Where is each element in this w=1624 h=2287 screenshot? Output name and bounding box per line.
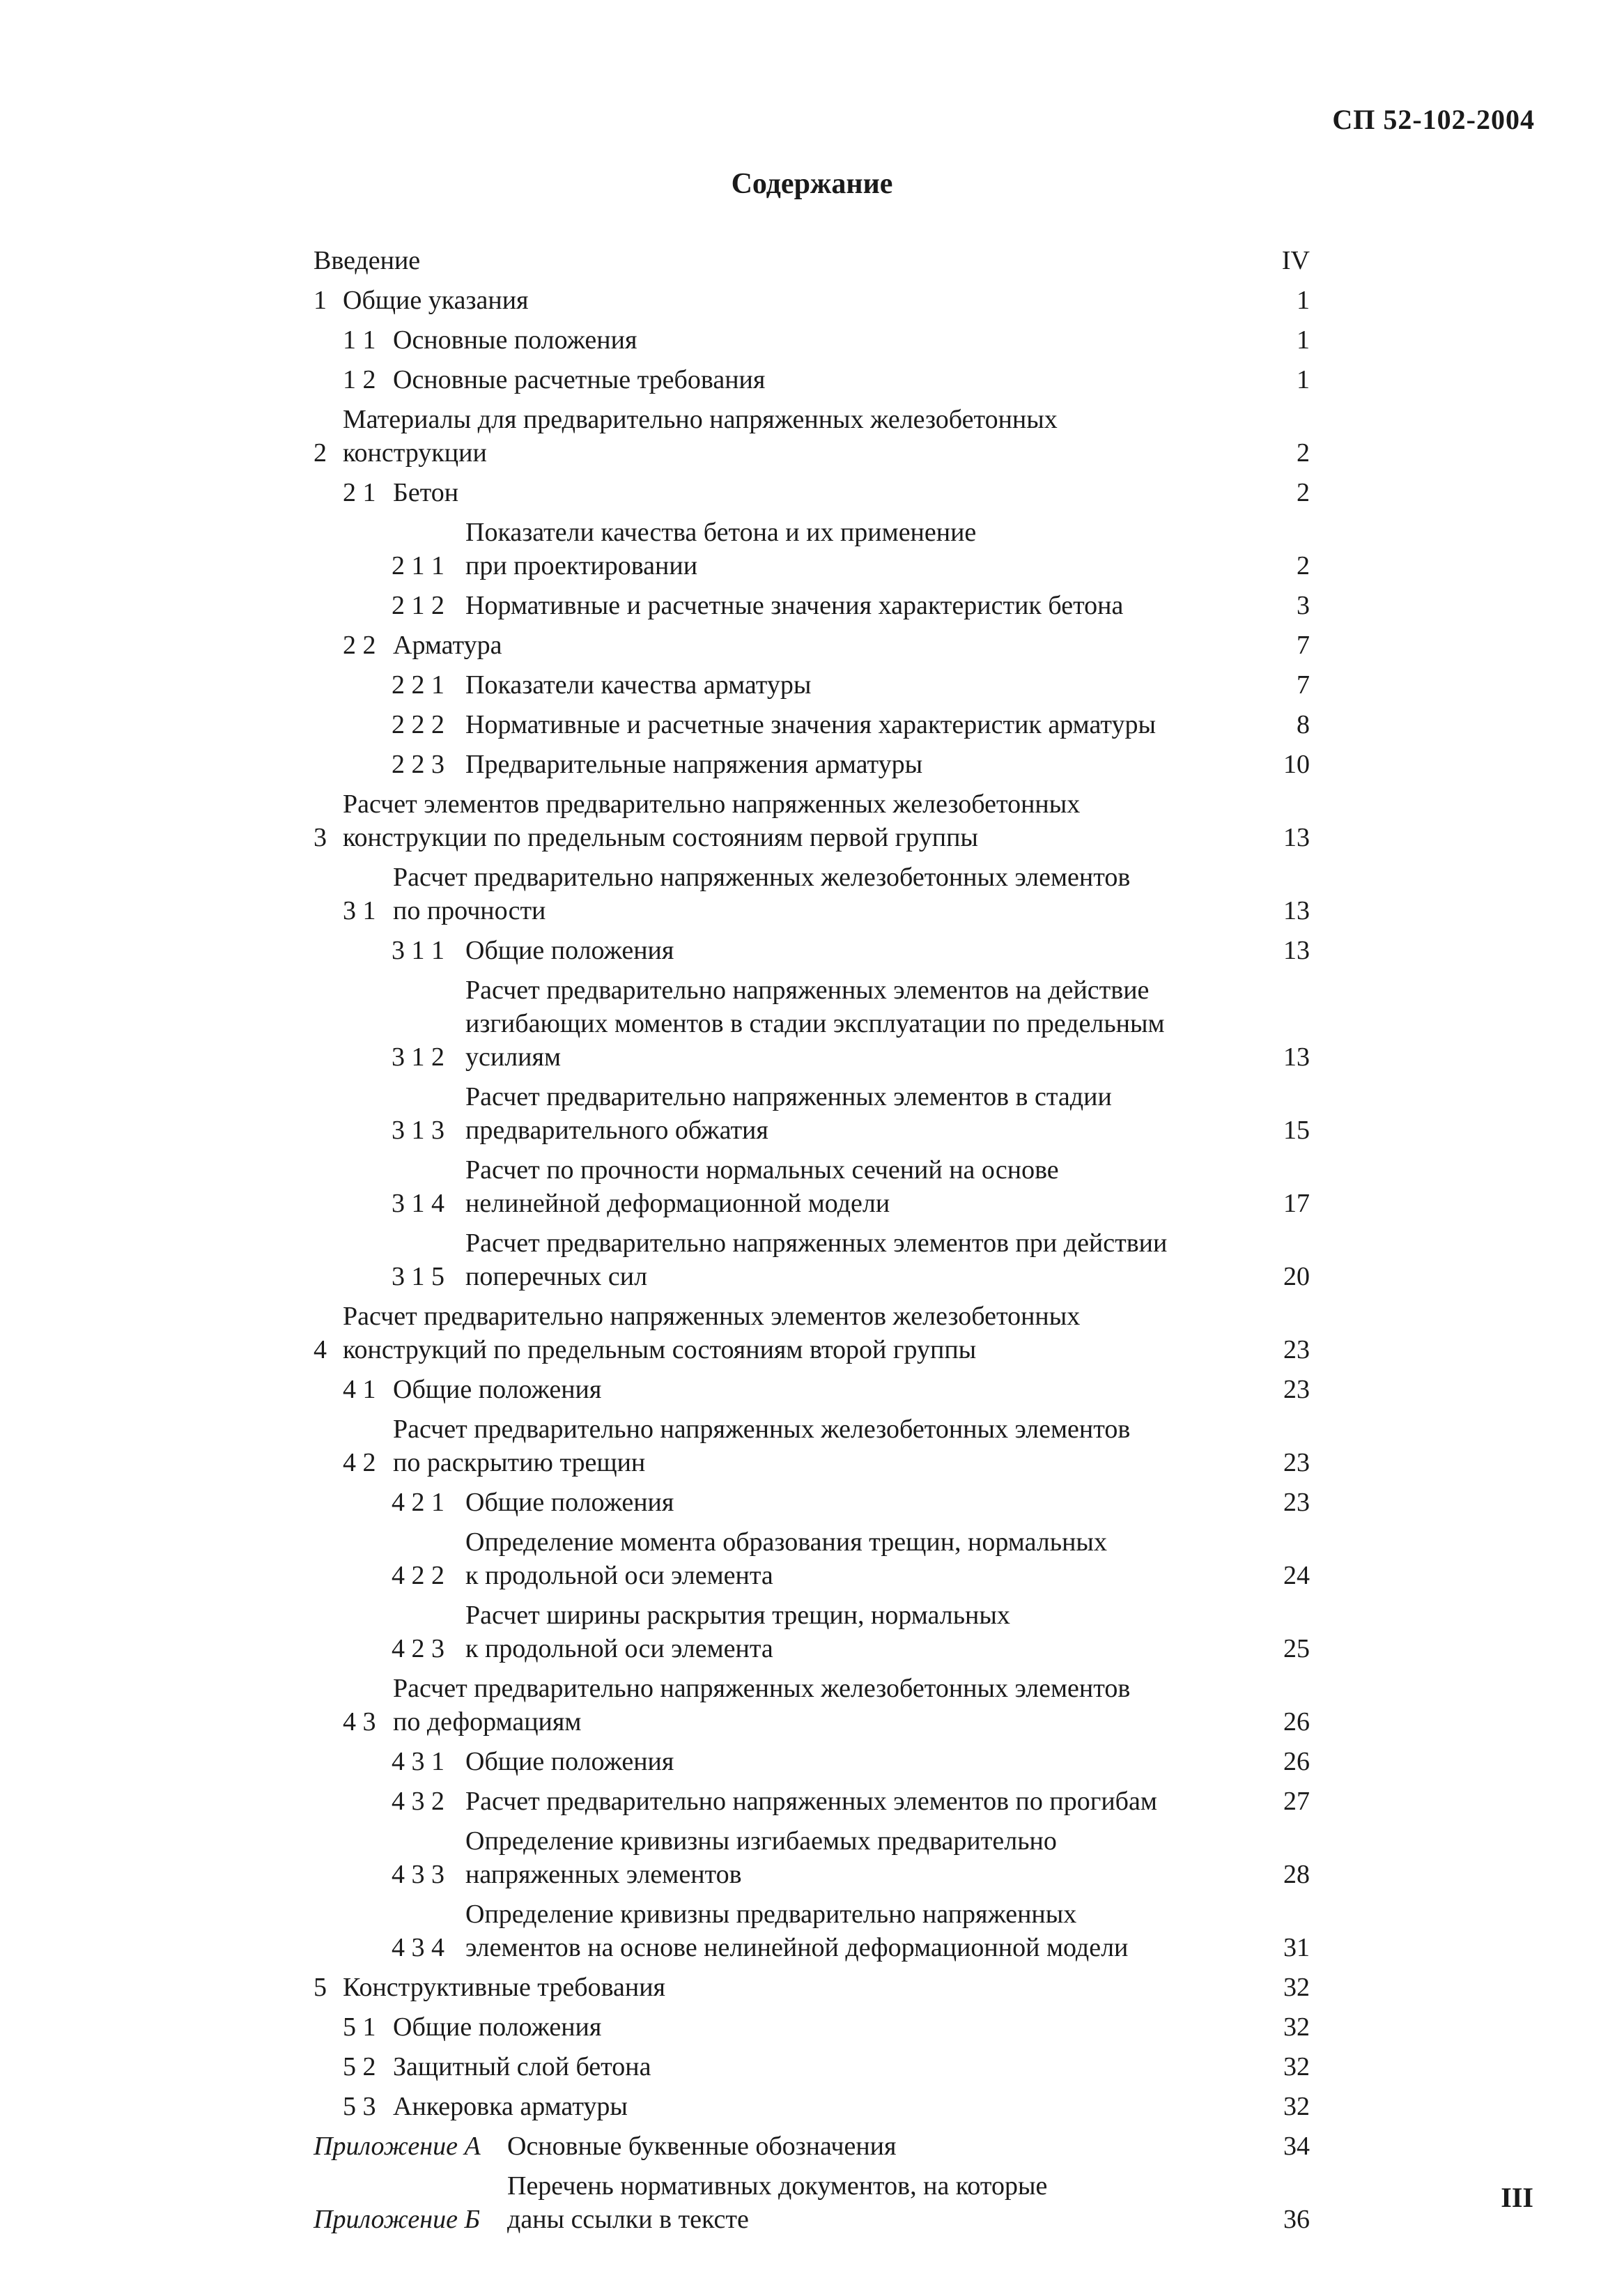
page-number: III — [1501, 2182, 1533, 2213]
toc-entry-page: 2 — [1297, 551, 1310, 580]
toc-entry-number: 1 1 — [343, 325, 376, 355]
toc-entry-number: 4 3 4 — [392, 1933, 444, 1962]
toc-entry-title-line: при проектировании — [465, 551, 698, 580]
toc-entry-number: 4 3 3 — [392, 1860, 444, 1889]
toc-entry — [314, 708, 1310, 741]
toc-entry-number: 2 — [314, 438, 327, 468]
toc-entry — [314, 1824, 1310, 1891]
toc-entry-title-line: Основные положения — [393, 325, 637, 355]
toc-entry — [314, 1486, 1310, 1519]
toc-entry-title-line: к продольной оси элемента — [465, 1634, 773, 1663]
toc-entry-page: 34 — [1283, 2132, 1310, 2161]
toc-entry-title-line: предварительного обжатия — [465, 1116, 768, 1145]
toc-entry-title — [314, 244, 1233, 277]
toc-entry-title — [465, 1153, 1233, 1220]
toc-entry-title-line: Определение кривизны изгибаемых предварительно — [465, 1826, 1057, 1856]
toc-entry — [314, 1672, 1310, 1739]
toc-entry-title-line: Общие положения — [465, 1488, 674, 1517]
toc-entry-title-line: Расчет ширины раскрытия трещин, нормальных — [465, 1601, 1010, 1630]
toc-entry-number: 5 — [314, 1973, 327, 2002]
toc-entry-page: 7 — [1297, 631, 1310, 660]
toc-entry — [314, 1373, 1310, 1406]
toc-entry-number: 4 3 — [343, 1707, 376, 1737]
toc-entry-page: 27 — [1283, 1787, 1310, 1816]
toc-entry-title — [465, 1080, 1233, 1147]
toc-entry — [314, 2050, 1310, 2084]
toc-entry-title-line: Общие положения — [465, 936, 674, 965]
toc-entry-title — [465, 516, 1233, 583]
toc-entry — [314, 1525, 1310, 1592]
toc-entry-title-line: Введение — [314, 246, 421, 275]
toc-entry-title-line: поперечных сил — [465, 1262, 648, 1291]
toc-entry-number: 4 2 2 — [392, 1561, 444, 1590]
toc-entry-title-line: Нормативные и расчетные значения характеристик бетона — [465, 591, 1124, 620]
toc-entry-page: 23 — [1283, 1448, 1310, 1477]
toc-entry-title-line: Материалы для предварительно напряженных железобетонных — [343, 405, 1058, 434]
toc-entry-title-line: по прочности — [393, 896, 546, 925]
toc-entry-number: 3 1 1 — [392, 936, 444, 965]
toc-entry — [314, 934, 1310, 967]
toc-entry-title — [507, 2130, 1233, 2163]
toc-entry-number: 1 2 — [343, 365, 376, 394]
toc-entry — [314, 244, 1310, 277]
toc-entry-title — [393, 629, 1233, 662]
toc-entry-page: 13 — [1283, 896, 1310, 925]
toc-entry-number: 3 1 5 — [392, 1262, 444, 1291]
toc-entry-page: 15 — [1283, 1116, 1310, 1145]
toc-entry-title-line: Расчет предварительно напряженных элементов при действии — [465, 1229, 1168, 1258]
toc-entry-number: 4 3 2 — [392, 1787, 444, 1816]
toc-entry-title-line: Основные расчетные требования — [393, 365, 766, 394]
toc-entry-title-line: конструкций по предельным состояниям второй группы — [343, 1335, 977, 1364]
toc-entry-title-line: Перечень нормативных документов, на которые — [507, 2171, 1048, 2201]
toc-entry-title — [393, 476, 1233, 509]
toc-entry — [314, 2010, 1310, 2044]
toc-entry-page: 26 — [1283, 1707, 1310, 1737]
toc-entry-page: 10 — [1283, 750, 1310, 779]
toc-entry-number: 2 2 2 — [392, 710, 444, 739]
toc-entry-title-line: Расчет предварительно напряженных элементов на действие — [465, 976, 1150, 1005]
toc-entry-title — [393, 2010, 1233, 2044]
toc-entry — [314, 1226, 1310, 1293]
toc-entry — [314, 1300, 1310, 1366]
toc-entry-page: 32 — [1283, 2012, 1310, 2042]
toc-entry-title-line: Расчет предварительно напряженных железобетонных элементов — [393, 1415, 1131, 1444]
toc-entry-title-line: усилиям — [465, 1042, 562, 1072]
toc-entry-title-line: Расчет предварительно напряженных элементов по прогибам — [465, 1787, 1157, 1816]
toc-entry-title — [465, 1486, 1233, 1519]
toc-entry — [314, 363, 1310, 396]
toc-entry — [314, 1153, 1310, 1220]
toc-entry-title — [465, 589, 1233, 622]
toc-entry-number: 5 2 — [343, 2052, 376, 2081]
toc-entry-title — [465, 708, 1233, 741]
toc-entry-title — [465, 668, 1233, 702]
toc-entry — [314, 2169, 1310, 2236]
toc-entry-page: 3 — [1297, 591, 1310, 620]
toc-entry-number: 4 1 — [343, 1375, 376, 1404]
toc-entry-title-line: Защитный слой бетона — [393, 2052, 651, 2081]
toc-entry-title-line: Определение кривизны предварительно напряженных — [465, 1900, 1077, 1929]
toc-entry-number: 3 — [314, 823, 327, 852]
toc-entry-number: 2 1 1 — [392, 551, 444, 580]
toc-entry-page: IV — [1281, 246, 1310, 275]
toc-entry-title-line: Расчет по прочности нормальных сечений на основе — [465, 1155, 1059, 1185]
toc-entry-title-line: Анкеровка арматуры — [393, 2092, 628, 2121]
toc-entry-title — [393, 323, 1233, 357]
toc-entry-page: 32 — [1283, 2092, 1310, 2121]
toc-entry-page: 1 — [1297, 365, 1310, 394]
toc-entry-page: 23 — [1283, 1488, 1310, 1517]
toc-entry — [314, 787, 1310, 854]
toc-entry-title-line: Расчет элементов предварительно напряженных железобетонных — [343, 790, 1081, 819]
toc-entry-number: 4 2 1 — [392, 1488, 444, 1517]
toc-entry-title — [507, 2169, 1233, 2236]
toc-entry-number: 2 1 — [343, 478, 376, 507]
toc-entry-page: 32 — [1283, 2052, 1310, 2081]
toc-entry — [314, 323, 1310, 357]
toc-entry-title — [465, 748, 1233, 781]
toc-entry-title-line: конструкции по предельным состояниям первой группы — [343, 823, 978, 852]
toc-entry-title-line: Показатели качества арматуры — [465, 670, 812, 700]
toc-entry-number: 2 2 3 — [392, 750, 444, 779]
toc-entry-title-line: Расчет предварительно напряженных железобетонных элементов — [393, 1674, 1131, 1703]
toc-entry-number: 1 — [314, 286, 327, 315]
toc-entry — [314, 516, 1310, 583]
toc-entry-page: 28 — [1283, 1860, 1310, 1889]
toc-entry-number: Приложение А — [314, 2132, 481, 2161]
toc-entry — [314, 973, 1310, 1074]
toc-entry-title-line: по раскрытию трещин — [393, 1448, 646, 1477]
toc-entry-title-line: Расчет предварительно напряженных элементов железобетонных — [343, 1302, 1081, 1331]
toc-entry-title — [465, 1745, 1233, 1778]
toc-entry-title-line: Основные буквенные обозначения — [507, 2132, 897, 2161]
toc-entry-page: 36 — [1283, 2205, 1310, 2234]
toc-entry-number: 4 2 3 — [392, 1634, 444, 1663]
toc-entry — [314, 284, 1310, 317]
toc-entry-page: 32 — [1283, 1973, 1310, 2002]
toc-entry-title-line: Показатели качества бетона и их применение — [465, 518, 977, 547]
toc-entry-title — [393, 1672, 1233, 1739]
toc-entry — [314, 589, 1310, 622]
toc-entry-title-line: Общие положения — [465, 1747, 674, 1776]
toc-entry-title — [393, 1373, 1233, 1406]
toc-entry-number: 3 1 — [343, 896, 376, 925]
page-title: Содержание — [731, 168, 893, 200]
toc-entry-title-line: напряженных элементов — [465, 1860, 742, 1889]
toc-entry-number: 3 1 3 — [392, 1116, 444, 1145]
toc-entry-title-line: нелинейной деформационной модели — [465, 1189, 890, 1218]
toc-entry-title-line: Бетон — [393, 478, 459, 507]
toc-entry-number: 4 2 — [343, 1448, 376, 1477]
toc-entry-number: 3 1 4 — [392, 1189, 444, 1218]
toc-entry-page: 1 — [1297, 325, 1310, 355]
toc-entry-title — [393, 2090, 1233, 2123]
toc-entry-number: 2 1 2 — [392, 591, 444, 620]
toc-entry — [314, 2130, 1310, 2163]
toc-entry-title-line: Общие положения — [393, 2012, 602, 2042]
toc-entry — [314, 1080, 1310, 1147]
toc-entry-title-line: Нормативные и расчетные значения характеристик арматуры — [465, 710, 1156, 739]
toc-entry-title-line: Расчет предварительно напряженных железобетонных элементов — [393, 863, 1131, 892]
toc-entry-page: 26 — [1283, 1747, 1310, 1776]
toc-entry-page: 23 — [1283, 1335, 1310, 1364]
toc-entry-title — [465, 973, 1233, 1074]
toc-entry-title — [393, 861, 1233, 927]
document-code: СП 52-102-2004 — [1332, 104, 1535, 135]
toc-entry-number: 5 1 — [343, 2012, 376, 2042]
toc-entry-title-line: элементов на основе нелинейной деформационной модели — [465, 1933, 1129, 1962]
toc-entry-title-line: по деформациям — [393, 1707, 582, 1737]
toc-entry-title-line: даны ссылки в тексте — [507, 2205, 749, 2234]
toc-entry-title — [393, 363, 1233, 396]
toc-entry-page: 2 — [1297, 438, 1310, 468]
toc-entry-title-line: Предварительные напряжения арматуры — [465, 750, 923, 779]
toc-entry-page: 13 — [1283, 823, 1310, 852]
toc-entry-number: 2 2 1 — [392, 670, 444, 700]
toc-entry — [314, 748, 1310, 781]
toc-entry-title-line: изгибающих моментов в стадии эксплуатации по предельным — [465, 1009, 1165, 1038]
toc-entry-number: 5 3 — [343, 2092, 376, 2121]
toc-entry-page: 2 — [1297, 478, 1310, 507]
toc-entry — [314, 403, 1310, 470]
toc-entry-title — [465, 1897, 1233, 1964]
toc-entry — [314, 1971, 1310, 2004]
toc-entry-title — [465, 1599, 1233, 1665]
toc-entry-page: 23 — [1283, 1375, 1310, 1404]
toc-entry-title-line: конструкции — [343, 438, 487, 468]
toc-entry — [314, 1599, 1310, 1665]
toc-entry — [314, 476, 1310, 509]
toc-entry-title — [465, 1785, 1233, 1818]
toc-entry — [314, 1412, 1310, 1479]
toc-entry-title — [343, 284, 1233, 317]
toc-entry-page: 13 — [1283, 936, 1310, 965]
toc-entry-title-line: Определение момента образования трещин, нормальных — [465, 1527, 1107, 1557]
toc-entry-page: 31 — [1283, 1933, 1310, 1962]
toc-entry — [314, 1897, 1310, 1964]
toc-entry-page: 20 — [1283, 1262, 1310, 1291]
table-of-contents — [314, 244, 1310, 2242]
toc-entry — [314, 1785, 1310, 1818]
toc-entry-title-line: Расчет предварительно напряженных элементов в стадии — [465, 1082, 1112, 1111]
toc-entry-title — [343, 1971, 1233, 2004]
toc-entry-page: 7 — [1297, 670, 1310, 700]
toc-entry-title — [465, 1525, 1233, 1592]
toc-entry-title — [343, 403, 1233, 470]
toc-entry-title — [465, 1824, 1233, 1891]
toc-entry-page: 25 — [1283, 1634, 1310, 1663]
toc-entry-page: 17 — [1283, 1189, 1310, 1218]
toc-entry-title — [343, 1300, 1233, 1366]
toc-entry-title — [343, 787, 1233, 854]
toc-entry-title-line: Общие указания — [343, 286, 529, 315]
toc-entry-number: 3 1 2 — [392, 1042, 444, 1072]
toc-entry-title-line: Арматура — [393, 631, 502, 660]
toc-entry — [314, 1745, 1310, 1778]
toc-entry-number: 2 2 — [343, 631, 376, 660]
toc-entry-title-line: Конструктивные требования — [343, 1973, 666, 2002]
toc-entry-page: 1 — [1297, 286, 1310, 315]
toc-entry — [314, 861, 1310, 927]
toc-entry-title — [393, 2050, 1233, 2084]
toc-entry — [314, 2090, 1310, 2123]
toc-entry-title — [465, 934, 1233, 967]
toc-entry-page: 24 — [1283, 1561, 1310, 1590]
toc-entry-page: 8 — [1297, 710, 1310, 739]
toc-entry-title — [465, 1226, 1233, 1293]
toc-entry — [314, 629, 1310, 662]
toc-entry-number: 4 3 1 — [392, 1747, 444, 1776]
toc-entry-number: Приложение Б — [314, 2205, 480, 2234]
toc-entry-title-line: Общие положения — [393, 1375, 602, 1404]
toc-entry-number: 4 — [314, 1335, 327, 1364]
toc-entry-page: 13 — [1283, 1042, 1310, 1072]
toc-entry-title-line: к продольной оси элемента — [465, 1561, 773, 1590]
toc-entry-title — [393, 1412, 1233, 1479]
toc-entry — [314, 668, 1310, 702]
